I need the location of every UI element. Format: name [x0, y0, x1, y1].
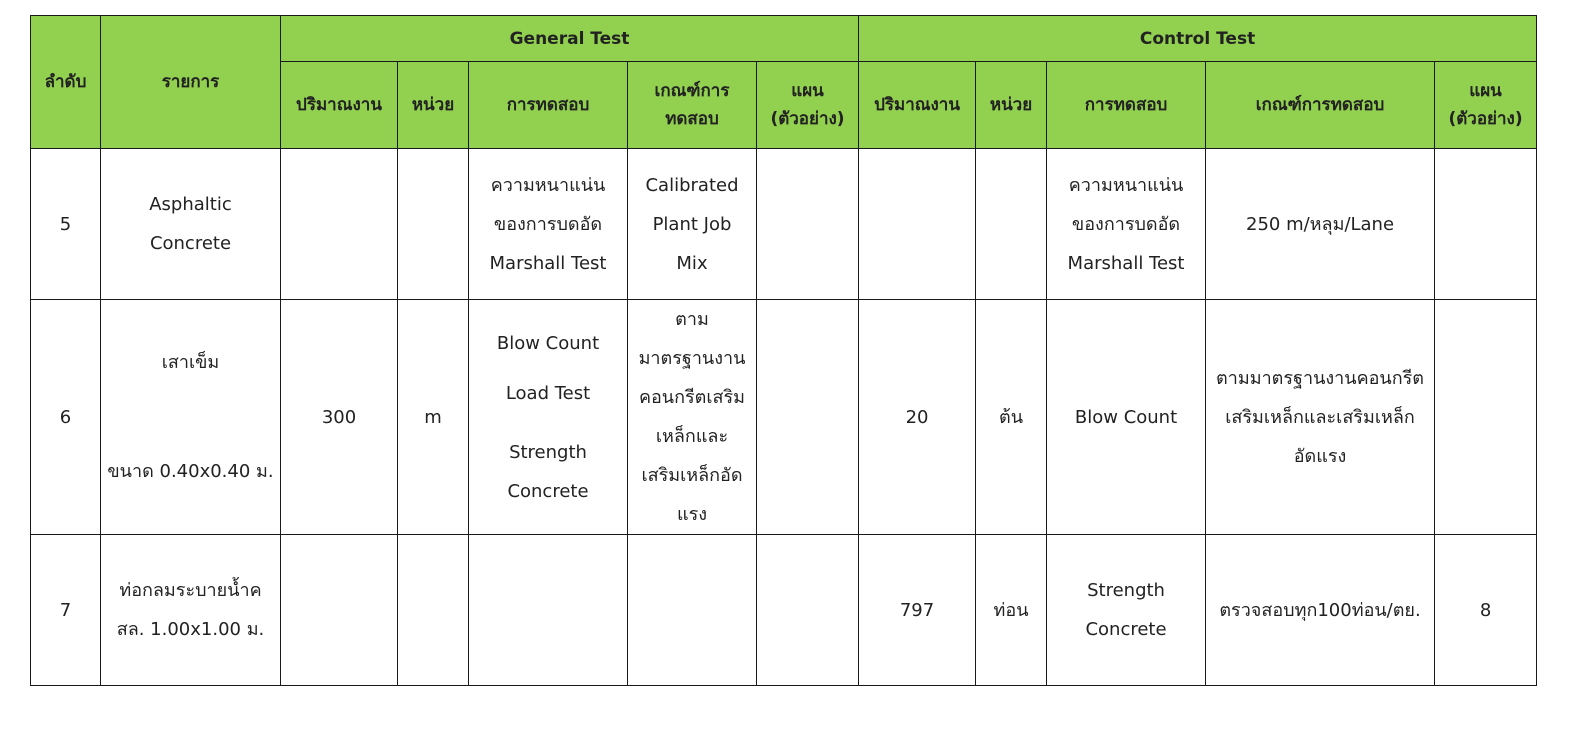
table-row — [31, 149, 1537, 300]
cell-control-plan — [1435, 149, 1537, 300]
cell-control-test: Strength Concrete — [1047, 535, 1206, 686]
cell-item: Asphaltic Concrete — [101, 149, 281, 300]
cell-control-criteria: ตรวจสอบทุก100ท่อน/ตย. — [1206, 535, 1435, 686]
table-row — [31, 300, 1537, 535]
cell-general-criteria: ตาม มาตรฐานงาน คอนกรีตเสริม เหล็กและ เสริมเหล็กอัด แรง — [628, 300, 757, 535]
table-row — [31, 535, 1537, 686]
cell-general-criteria — [628, 535, 757, 686]
cell-control-quantity — [859, 149, 976, 300]
cell-general-unit — [398, 535, 469, 686]
cell-general-quantity — [281, 149, 398, 300]
cell-control-unit — [976, 149, 1047, 300]
cell-control-criteria: 250 m/หลุม/Lane — [1206, 149, 1435, 300]
cell-general-plan — [757, 300, 859, 535]
header-row-top — [31, 16, 1537, 62]
cell-general-plan — [757, 535, 859, 686]
cell-no: 5 — [31, 149, 101, 300]
cell-general-criteria: Calibrated Plant Job Mix — [628, 149, 757, 300]
header-control-quantity: ปริมาณงาน — [859, 62, 976, 149]
header-general-plan: แผน (ตัวอย่าง) — [757, 62, 859, 149]
cell-control-unit: ต้น — [976, 300, 1047, 535]
header-general-test: General Test — [281, 16, 859, 62]
cell-control-test: Blow Count — [1047, 300, 1206, 535]
cell-general-test: Blow Count Load Test Strength Concrete — [469, 300, 628, 535]
cell-control-criteria: ตามมาตรฐานงานคอนกรีต เสริมเหล็กและเสริมเหล็ก อัดแรง — [1206, 300, 1435, 535]
header-control-test-method: การทดสอบ — [1047, 62, 1206, 149]
header-control-unit: หน่วย — [976, 62, 1047, 149]
test-plan-table — [30, 15, 1537, 686]
cell-control-plan — [1435, 300, 1537, 535]
cell-general-plan — [757, 149, 859, 300]
header-general-criteria: เกณฑ์การ ทดสอบ — [628, 62, 757, 149]
cell-control-quantity: 20 — [859, 300, 976, 535]
cell-control-plan: 8 — [1435, 535, 1537, 686]
cell-item: เสาเข็ม ขนาด 0.40x0.40 ม. — [101, 300, 281, 535]
cell-general-test: ความหนาแน่น ของการบดอัด Marshall Test — [469, 149, 628, 300]
cell-general-unit: m — [398, 300, 469, 535]
cell-general-quantity — [281, 535, 398, 686]
cell-general-test — [469, 535, 628, 686]
header-control-plan: แผน (ตัวอย่าง) — [1435, 62, 1537, 149]
cell-control-quantity: 797 — [859, 535, 976, 686]
cell-control-test: ความหนาแน่น ของการบดอัด Marshall Test — [1047, 149, 1206, 300]
cell-control-unit: ท่อน — [976, 535, 1047, 686]
header-no: ลำดับ — [31, 16, 101, 149]
header-control-criteria: เกณฑ์การทดสอบ — [1206, 62, 1435, 149]
header-item: รายการ — [101, 16, 281, 149]
header-general-test-method: การทดสอบ — [469, 62, 628, 149]
header-general-unit: หน่วย — [398, 62, 469, 149]
header-control-test: Control Test — [859, 16, 1537, 62]
cell-general-unit — [398, 149, 469, 300]
cell-item: ท่อกลมระบายน้ำค สล. 1.00x1.00 ม. — [101, 535, 281, 686]
cell-general-quantity: 300 — [281, 300, 398, 535]
cell-no: 6 — [31, 300, 101, 535]
header-general-quantity: ปริมาณงาน — [281, 62, 398, 149]
cell-no: 7 — [31, 535, 101, 686]
